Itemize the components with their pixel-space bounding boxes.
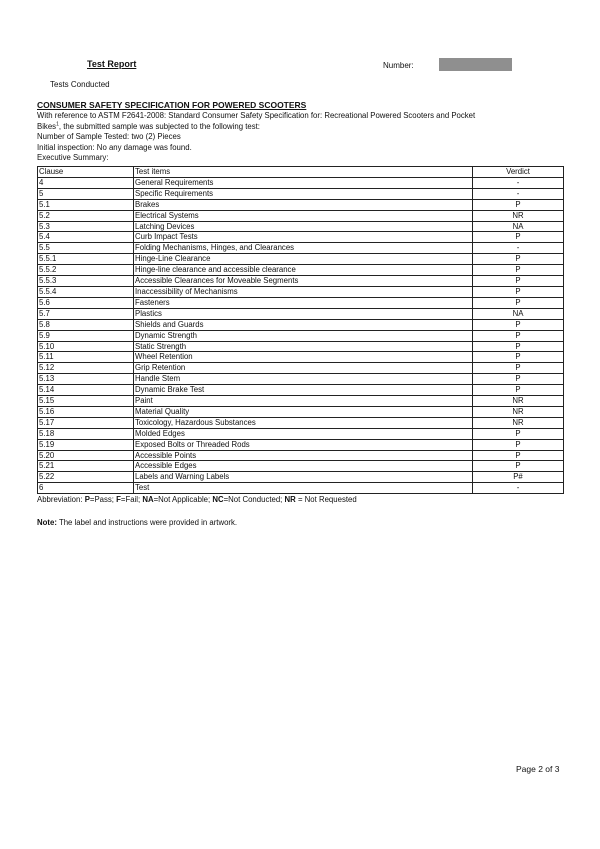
clause-cell: 5.7 (38, 308, 134, 319)
verdict-cell: P (473, 352, 564, 363)
table-row (38, 461, 564, 472)
clause-cell: 5.20 (38, 450, 134, 461)
table-row (38, 319, 564, 330)
clause-cell: 5.13 (38, 374, 134, 385)
test-item-cell: Grip Retention (134, 363, 473, 374)
table-row (38, 308, 564, 319)
test-item-cell: Hinge-line clearance and accessible clearance (134, 265, 473, 276)
page-number: Page 2 of 3 (516, 764, 560, 774)
verdict-cell: P (473, 286, 564, 297)
table-row (38, 177, 564, 188)
verdict-cell: - (473, 483, 564, 494)
test-item-cell: Inaccessibility of Mechanisms (134, 286, 473, 297)
clause-cell: 5.5 (38, 243, 134, 254)
table-row (38, 265, 564, 276)
clause-cell: 5.19 (38, 439, 134, 450)
verdict-cell: P (473, 363, 564, 374)
verdict-cell: P (473, 330, 564, 341)
abbreviation-meaning: =Not Conducted; (223, 495, 285, 504)
test-item-cell: Latching Devices (134, 221, 473, 232)
test-item-cell: Brakes (134, 199, 473, 210)
clause-cell: 5.5.4 (38, 286, 134, 297)
redacted-report-number (439, 58, 512, 71)
table-header-row (38, 167, 564, 178)
verdict-cell: P (473, 265, 564, 276)
verdict-cell: P (473, 232, 564, 243)
table-row (38, 286, 564, 297)
table-row (38, 341, 564, 352)
verdict-cell: P (473, 341, 564, 352)
clause-cell: 5.3 (38, 221, 134, 232)
test-item-cell: Molded Edges (134, 428, 473, 439)
verdict-cell: P (473, 319, 564, 330)
abbreviation-meaning: =Fail; (120, 495, 143, 504)
abbreviation-key: NR (284, 495, 296, 504)
table-row (38, 243, 564, 254)
clause-cell: 5.2 (38, 210, 134, 221)
spec-heading: CONSUMER SAFETY SPECIFICATION FOR POWERED SCOOTERS (37, 100, 307, 110)
table-row (38, 254, 564, 265)
clause-cell: 5.1 (38, 199, 134, 210)
clause-cell: 6 (38, 483, 134, 494)
test-item-cell: Specific Requirements (134, 188, 473, 199)
test-item-cell: Material Quality (134, 406, 473, 417)
clause-cell: 5.18 (38, 428, 134, 439)
executive-summary-label: Executive Summary: (37, 153, 109, 162)
test-item-cell: Handle Stem (134, 374, 473, 385)
verdict-cell: NR (473, 417, 564, 428)
test-item-cell: Wheel Retention (134, 352, 473, 363)
spec-line2-end: , the submitted sample was subjected to the following test: (58, 121, 260, 131)
header-test-items: Test items (134, 167, 473, 178)
test-item-cell: Exposed Bolts or Threaded Rods (134, 439, 473, 450)
table-row (38, 352, 564, 363)
clause-cell: 5.17 (38, 417, 134, 428)
clause-cell: 5.10 (38, 341, 134, 352)
test-item-cell: Toxicology, Hazardous Substances (134, 417, 473, 428)
table-row (38, 210, 564, 221)
initial-inspection-line: Initial inspection: No any damage was found. (37, 142, 192, 152)
test-item-cell: Accessible Clearances for Moveable Segments (134, 276, 473, 287)
abbreviation-meaning: = Not Requested (295, 495, 357, 504)
clause-cell: 5.6 (38, 297, 134, 308)
spec-reference-line: With reference to ASTM F2641-2008: Standard Consumer Safety Specification for: Recreational Powered Scooters and Pocket (37, 111, 476, 120)
test-item-cell: Dynamic Strength (134, 330, 473, 341)
verdict-cell: P (473, 254, 564, 265)
clause-cell: 4 (38, 177, 134, 188)
abbreviation-key: F (116, 495, 121, 504)
verdict-cell: NR (473, 210, 564, 221)
verdict-cell: P (473, 439, 564, 450)
table-row (38, 374, 564, 385)
table-row (38, 428, 564, 439)
spec-sample-line (37, 122, 577, 133)
verdict-cell: P (473, 450, 564, 461)
report-title: Test Report (87, 59, 137, 69)
spec-intro (37, 111, 577, 164)
abbreviation-meaning: =Pass; (89, 495, 117, 504)
table-row (38, 417, 564, 428)
clause-cell: 5.5.2 (38, 265, 134, 276)
verdict-cell: P# (473, 472, 564, 483)
verdict-cell: NR (473, 396, 564, 407)
verdict-cell: NA (473, 221, 564, 232)
clause-cell: 5.8 (38, 319, 134, 330)
table-row (38, 439, 564, 450)
test-item-cell: Paint (134, 396, 473, 407)
clause-cell: 5.14 (38, 385, 134, 396)
note-text: The label and instructions were provided in artwork. (56, 518, 238, 527)
abbreviation-line (37, 495, 357, 504)
spec-line2-start: Bikes (37, 121, 57, 131)
verdict-cell: P (473, 374, 564, 385)
note-label: Note: (37, 518, 57, 527)
verdict-cell: P (473, 276, 564, 287)
test-item-cell: Folding Mechanisms, Hinges, and Clearances (134, 243, 473, 254)
abbreviation-key: NC (212, 495, 224, 504)
test-item-cell: Plastics (134, 308, 473, 319)
verdict-cell: - (473, 243, 564, 254)
section-label: Tests Conducted (50, 80, 110, 89)
table-row (38, 406, 564, 417)
verdict-cell: P (473, 428, 564, 439)
header-clause: Clause (38, 167, 134, 178)
test-item-cell: Accessible Points (134, 450, 473, 461)
note (37, 518, 237, 527)
clause-cell: 5.15 (38, 396, 134, 407)
verdict-cell: P (473, 297, 564, 308)
table-row (38, 221, 564, 232)
test-item-cell: Hinge-Line Clearance (134, 254, 473, 265)
header-verdict: Verdict (473, 167, 564, 178)
table-row (38, 483, 564, 494)
table-row (38, 450, 564, 461)
clause-cell: 5.11 (38, 352, 134, 363)
clause-cell: 5.4 (38, 232, 134, 243)
verdict-cell: - (473, 188, 564, 199)
abbreviation-meaning: =Not Applicable; (153, 495, 213, 504)
table-row (38, 188, 564, 199)
clause-cell: 5.5.1 (38, 254, 134, 265)
table-row (38, 232, 564, 243)
abbreviation-prefix: Abbreviation: (37, 495, 85, 504)
test-item-cell: Dynamic Brake Test (134, 385, 473, 396)
clause-cell: 5.12 (38, 363, 134, 374)
table-row (38, 363, 564, 374)
test-item-cell: Shields and Guards (134, 319, 473, 330)
test-item-cell: Labels and Warning Labels (134, 472, 473, 483)
table-row (38, 330, 564, 341)
table-row (38, 297, 564, 308)
sample-count-line: Number of Sample Tested: two (2) Pieces (37, 132, 181, 141)
clause-cell: 5 (38, 188, 134, 199)
test-item-cell: Static Strength (134, 341, 473, 352)
table-row (38, 385, 564, 396)
table-row (38, 472, 564, 483)
table-row (38, 396, 564, 407)
test-item-cell: Electrical Systems (134, 210, 473, 221)
clause-cell: 5.16 (38, 406, 134, 417)
clause-cell: 5.22 (38, 472, 134, 483)
test-results-table (37, 166, 564, 494)
clause-cell: 5.21 (38, 461, 134, 472)
test-item-cell: General Requirements (134, 177, 473, 188)
table-body (38, 177, 564, 493)
verdict-cell: - (473, 177, 564, 188)
test-item-cell: Curb Impact Tests (134, 232, 473, 243)
table-row (38, 199, 564, 210)
verdict-cell: P (473, 385, 564, 396)
table-row (38, 276, 564, 287)
test-item-cell: Fasteners (134, 297, 473, 308)
clause-cell: 5.5.3 (38, 276, 134, 287)
verdict-cell: P (473, 199, 564, 210)
verdict-cell: NR (473, 406, 564, 417)
abbreviation-key: P (84, 495, 90, 504)
report-number-label: Number: (383, 61, 414, 70)
footnote-marker: 1 (56, 120, 59, 127)
abbreviation-key: NA (142, 495, 154, 504)
abbreviation-parts (85, 495, 357, 504)
test-item-cell: Test (134, 483, 473, 494)
test-item-cell: Accessible Edges (134, 461, 473, 472)
verdict-cell: P (473, 461, 564, 472)
verdict-cell: NA (473, 308, 564, 319)
clause-cell: 5.9 (38, 330, 134, 341)
